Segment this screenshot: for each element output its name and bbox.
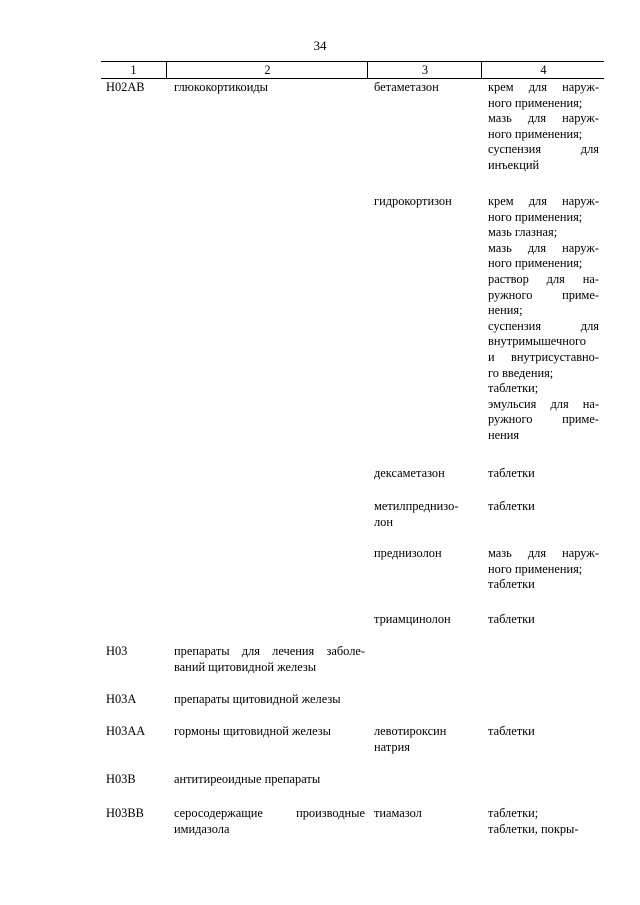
- dosage-forms-line: суспензия для: [488, 318, 599, 333]
- dosage-forms-line: таблетки: [488, 466, 535, 480]
- dosage-forms-line: внутримышечного: [488, 334, 586, 349]
- drug-name-line: натрия: [374, 739, 410, 754]
- dosage-forms-line: инъекций: [488, 157, 540, 172]
- dosage-forms-line: эмульсия для на-: [488, 396, 599, 411]
- dosage-forms: [488, 612, 599, 628]
- drug-name-line: лон: [374, 514, 394, 529]
- dosage-forms-line: таблетки, покры-: [488, 821, 579, 836]
- dosage-forms-line: ного применения;: [488, 95, 583, 110]
- anatomic-group-line: имидазола: [174, 821, 230, 836]
- anatomic-group: [174, 644, 365, 675]
- atc-code: H03B: [106, 772, 136, 786]
- dosage-forms-line: суспензия для: [488, 142, 599, 157]
- dosage-forms-line: таблетки: [488, 612, 535, 626]
- page-number: 34: [313, 38, 327, 53]
- drug-name: [374, 806, 476, 822]
- dosage-forms-line: ного применения;: [488, 209, 583, 224]
- drug-name-line: тиамазол: [374, 806, 422, 820]
- dosage-forms-line: таблетки: [488, 724, 535, 738]
- dosage-forms-line: мазь для наруж-: [488, 111, 599, 126]
- drug-name-line: преднизолон: [374, 546, 442, 560]
- dosage-forms: [488, 806, 599, 837]
- anatomic-group-line: антитиреоидные препараты: [174, 772, 321, 786]
- dosage-forms-line: крем для наруж-: [488, 194, 599, 208]
- anatomic-group: [174, 772, 365, 788]
- atc-code: H03AA: [106, 724, 146, 738]
- dosage-forms-line: мазь глазная;: [488, 225, 558, 240]
- drug-name: [374, 546, 476, 562]
- anatomic-group: [174, 724, 365, 740]
- dosage-forms-line: нения: [488, 427, 520, 442]
- dosage-forms-line: крем для наруж-: [488, 80, 599, 94]
- dosage-forms-line: ружного приме-: [488, 412, 599, 427]
- drug-name-line: левотироксин: [374, 724, 447, 738]
- dosage-forms-line: раствор для на-: [488, 271, 599, 286]
- dosage-forms-line: таблетки;: [488, 806, 539, 820]
- dosage-forms: [488, 466, 599, 482]
- header-col-3: 3: [367, 62, 482, 78]
- dosage-forms-line: мазь для наруж-: [488, 546, 599, 560]
- dosage-forms-line: таблетки: [488, 499, 535, 513]
- dosage-forms-line: го введения;: [488, 365, 554, 380]
- dosage-forms-line: ружного приме-: [488, 287, 599, 302]
- anatomic-group: [174, 692, 365, 708]
- header-col-2: 2: [166, 62, 368, 78]
- drug-name: [374, 194, 476, 210]
- dosage-forms-line: и внутрисуставно-: [488, 349, 599, 364]
- atc-code: H02AB: [106, 80, 145, 94]
- dosage-forms-line: ного применения;: [488, 561, 583, 576]
- drug-name-line: триамцинолон: [374, 612, 451, 626]
- atc-code: H03A: [106, 692, 137, 706]
- anatomic-group-line: серосодержащие производные: [174, 806, 365, 820]
- drug-name: [374, 80, 476, 96]
- dosage-forms: [488, 194, 599, 444]
- drug-name: [374, 612, 476, 628]
- drug-name-line: дексаметазон: [374, 466, 445, 480]
- dosage-forms-line: мазь для наруж-: [488, 240, 599, 255]
- anatomic-group: [174, 806, 365, 837]
- drug-name: [374, 499, 476, 530]
- drug-name: [374, 466, 476, 482]
- dosage-forms: [488, 80, 599, 174]
- drug-name-line: гидрокортизон: [374, 194, 452, 208]
- drug-name-line: бетаметазон: [374, 80, 439, 94]
- atc-code: H03BB: [106, 806, 144, 820]
- table-header: [101, 61, 604, 79]
- anatomic-group: [174, 80, 365, 96]
- dosage-forms-line: таблетки;: [488, 381, 539, 396]
- dosage-forms-line: ного применения;: [488, 126, 583, 141]
- dosage-forms-line: таблетки: [488, 577, 535, 592]
- drug-name: [374, 724, 476, 755]
- atc-code: H03: [106, 644, 128, 658]
- drug-name-line: метилпреднизо-: [374, 499, 459, 513]
- dosage-forms: [488, 499, 599, 515]
- anatomic-group-line: гормоны щитовидной железы: [174, 724, 331, 738]
- anatomic-group-line: глюкокортикоиды: [174, 80, 268, 94]
- dosage-forms-line: ного применения;: [488, 256, 583, 271]
- header-col-1: 1: [130, 63, 137, 77]
- header-col-4: 4: [481, 62, 605, 78]
- dosage-forms: [488, 546, 599, 593]
- dosage-forms: [488, 724, 599, 740]
- anatomic-group-line: ваний щитовидной железы: [174, 659, 317, 674]
- anatomic-group-line: препараты для лечения заболе-: [174, 644, 365, 658]
- dosage-forms-line: нения;: [488, 303, 523, 318]
- anatomic-group-line: препараты щитовидной железы: [174, 692, 341, 706]
